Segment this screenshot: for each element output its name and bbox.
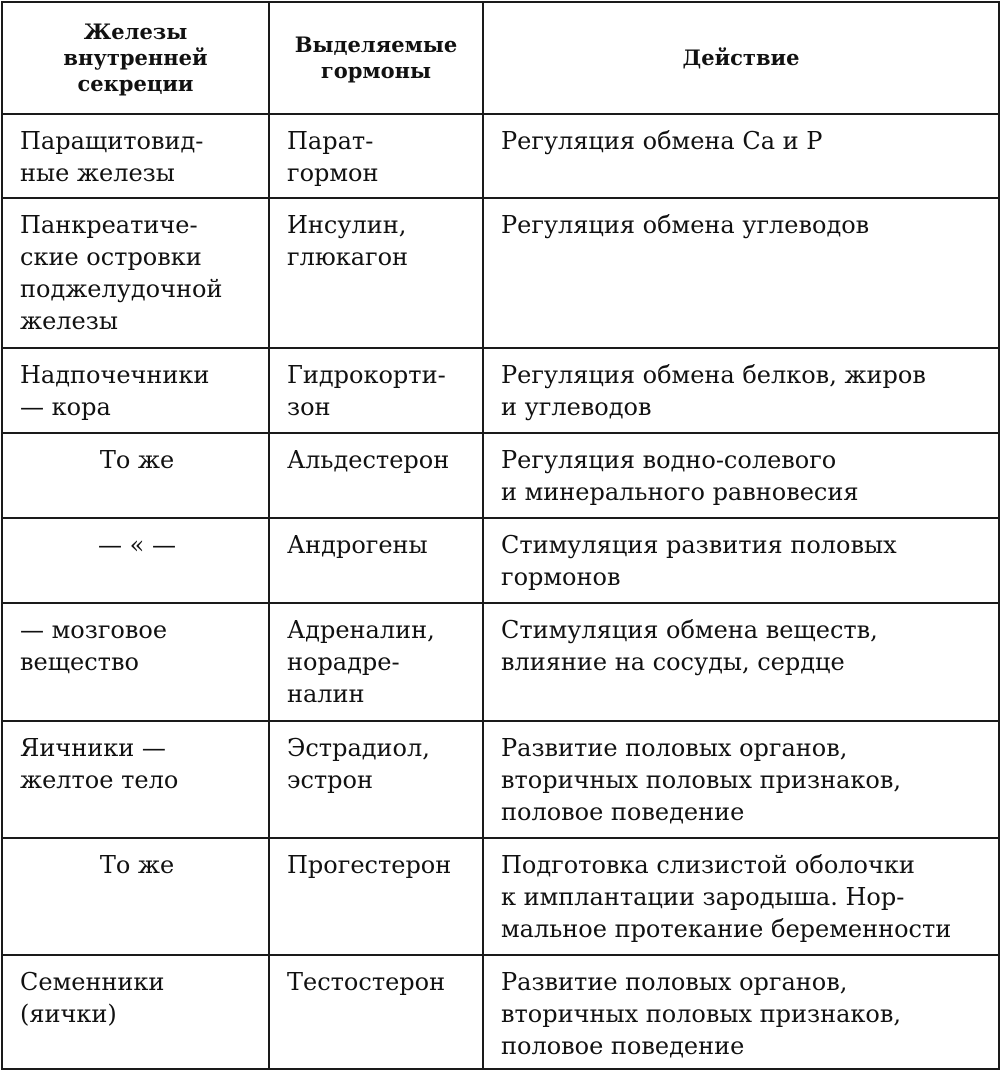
table-header-row [2,2,999,114]
gland-cell: То же [2,433,269,518]
action-cell: Регуляция обмена Са и Р [483,114,999,198]
action-cell: Развитие половых органов, вторичных половых признаков, половое поведение [483,721,999,838]
action-cell: Регуляция обмена белков, жиров и углеводов [483,348,999,433]
table-row [2,114,999,198]
table-row [2,433,999,518]
gland-cell: Панкреатиче- ские островки поджелудочной железы [2,198,269,348]
hormone-cell: Альдестерон [269,433,483,518]
action-cell: Стимуляция развития половых гормонов [483,518,999,603]
header-glands: Железы внутренней секреции [2,2,269,114]
hormone-cell: Парат- гормон [269,114,483,198]
hormone-cell: Гидрокорти- зон [269,348,483,433]
hormone-cell: Андрогены [269,518,483,603]
gland-cell: Надпочечники — кора [2,348,269,433]
hormone-cell: Тестостерон [269,955,483,1069]
header-action: Действие [483,2,999,114]
endocrine-glands-table [1,1,1000,1070]
hormone-cell: Эстрадиол, эстрон [269,721,483,838]
table-row [2,955,999,1069]
action-cell: Подготовка слизистой оболочки к имплантации зародыша. Нор- мальное протекание беременности [483,838,999,955]
hormone-cell: Адреналин, норадре- налин [269,603,483,721]
action-cell: Регуляция водно-солевого и минерального равновесия [483,433,999,518]
gland-cell: Семенники (яички) [2,955,269,1069]
action-cell: Стимуляция обмена веществ, влияние на сосуды, сердце [483,603,999,721]
hormone-cell: Инсулин, глюкагон [269,198,483,348]
header-hormones: Выделяемые гормоны [269,2,483,114]
table-row [2,603,999,721]
gland-cell: Паращитовид- ные железы [2,114,269,198]
gland-cell: То же [2,838,269,955]
hormone-cell: Прогестерон [269,838,483,955]
gland-cell: — « — [2,518,269,603]
action-cell: Регуляция обмена углеводов [483,198,999,348]
table-row [2,838,999,955]
gland-cell: — мозговое вещество [2,603,269,721]
table-row [2,348,999,433]
action-cell: Развитие половых органов, вторичных половых признаков, половое поведение [483,955,999,1069]
table-row [2,198,999,348]
gland-cell: Яичники — желтое тело [2,721,269,838]
table-row [2,518,999,603]
table-row [2,721,999,838]
